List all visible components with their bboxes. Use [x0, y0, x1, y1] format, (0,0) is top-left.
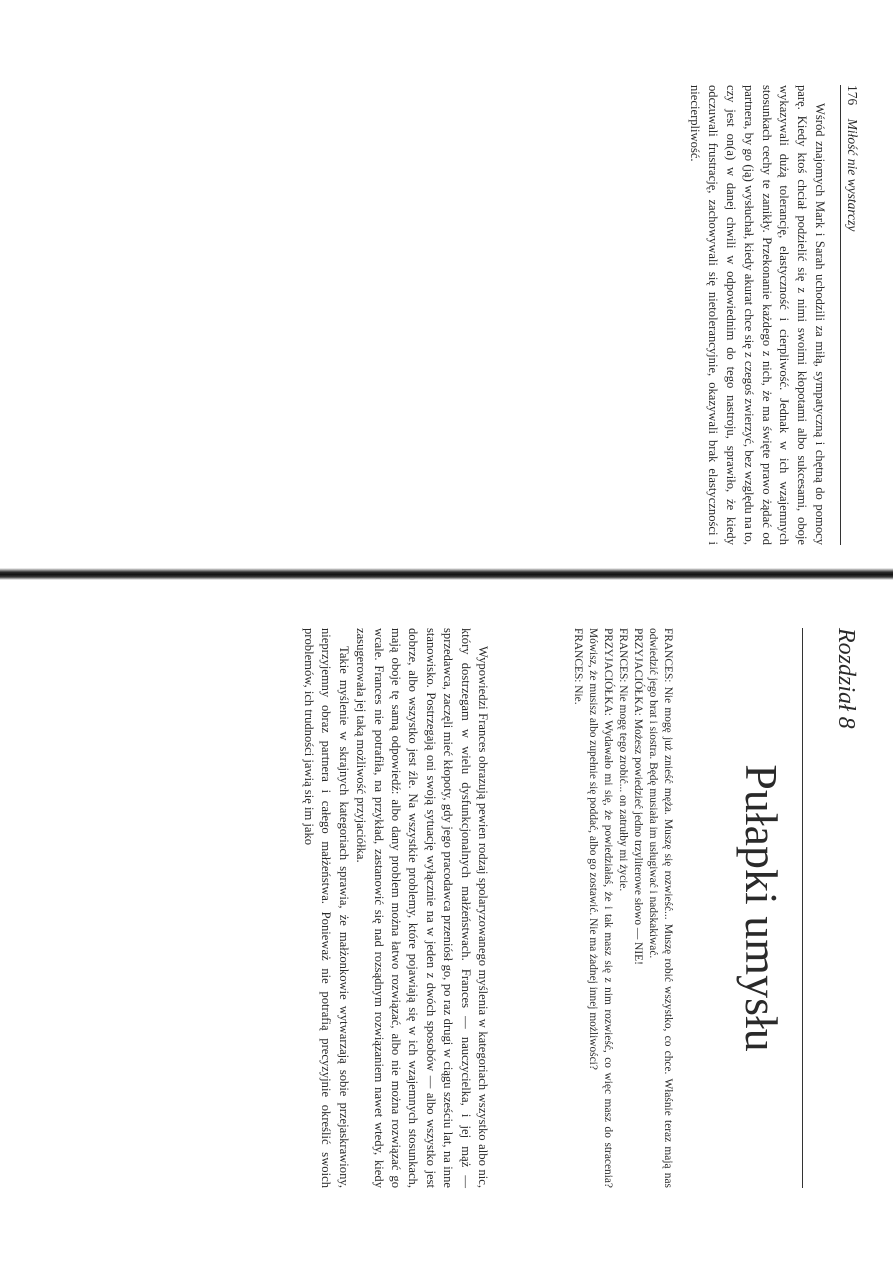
- book-gutter: [0, 568, 893, 580]
- page-number: 176: [845, 85, 860, 106]
- paragraph: Takie myślenie w skrajnych kategoriach sprawia, że małżonkowie wytwarzają sobie przejaskrawiony, nieprzyjemny obraz partnera i całego małżeństwa. Ponieważ nie potrafią precyzyjnie określić swoich problemów, ich trudności jawią się im jako: [301, 628, 351, 1188]
- left-page: [13, 85, 863, 545]
- running-head: [840, 85, 863, 545]
- paragraph: Wśród znajomych Mark i Sarah uchodzili za miłą, sympatyczną i chętną do pomocy parę. Kiedy ktoś chciał podzielić się z nimi swoimi kłopotami albo sukcesami, oboje wykazywali dużą tolerancję, elastyczność i cierpliwość. Jednak w ich wzajemnych stosunkach cechy te zanikły. Przekonanie każdego z nich, że ma święte prawo żądać od partnera, by go (ją) wysłuchał, kiedy akurat chce się z czegoś zwierzyć, bez względu na to, czy jest on(a) w danej chwili w odpowiednim do tego nastroju, sprawiło, że kiedy odczuwali frustrację, zachowywali się nietolerancyjnie, okazywali brak elastyczności i niecierpliwość.: [688, 85, 827, 545]
- right-page: [13, 628, 863, 1188]
- chapter-label-block: [802, 628, 863, 1188]
- chapter-title: Pułapki umysłu: [736, 764, 787, 1052]
- dialogue-line: PRZYJACIÓŁKA: Wydawało mi się, że powiedziałaś, że i tak masz się z nim rozwieść, co więc masz do stracenia? Mówisz, że musisz albo zupełnie się poddać, albo go zostawić. Nie ma żadnej innej możliwości?: [587, 628, 614, 1188]
- dialogue-line: PRZYJACIÓŁKA: Możesz powiedzieć jedno trzyliterowe słowo — NIE!: [632, 628, 644, 965]
- dialogue-line: FRANCES: Nie mogę już znieść męża. Muszę się rozwieść... Muszę robić wszystko, co chce. Właśnie teraz mają nas odwiedzić jego brat i siostra. Będę musiała im usługiwać i nadskakiwać.: [647, 628, 674, 1188]
- dialogue-block: [570, 628, 675, 1188]
- right-body-text: [300, 628, 491, 1188]
- dialogue-line: FRANCES: Nie mogę tego zrobić... on zatrułby mi życie.: [617, 628, 629, 892]
- paragraph: Wypowiedzi Frances obrazują pewien rodzaj spolaryzowanego myślenia w kategoriach wszystko albo nic, który dostrzegam w wielu dysfunkcjonalnych małżeństwach. Frances — nauczycielka, i jej mąż — sprzedawca, zaczęli mieć kłopoty, gdy jego pracodawca przeniósł go, po raz drugi w ciągu sześciu lat, na inne stanowisko. Postrzegają oni swoją sytuację wyłącznie na w jeden z dwóch sposobów — albo wszystko jest dobrze, albo wszystko jest źle. Na wszystkie problemy, które pojawiają się w ich wzajemnych stosunkach, mają oboje tę samą odpowiedź: albo dany problem można łatwo rozwiązać, albo nie można rozwiązać go wcale. Frances nie potrafiła, na przykład, zastanowić się nad rozsądnym rozwiązaniem nawet wtedy, kiedy zasugerowała jej taką możliwość przyjaciółka.: [354, 628, 490, 1188]
- running-title: Miłość nie wystarczy: [845, 118, 860, 232]
- chapter-label: Rozdział 8: [833, 628, 859, 729]
- left-body-text: [686, 85, 828, 545]
- dialogue-line: FRANCES: Nie.: [572, 628, 584, 705]
